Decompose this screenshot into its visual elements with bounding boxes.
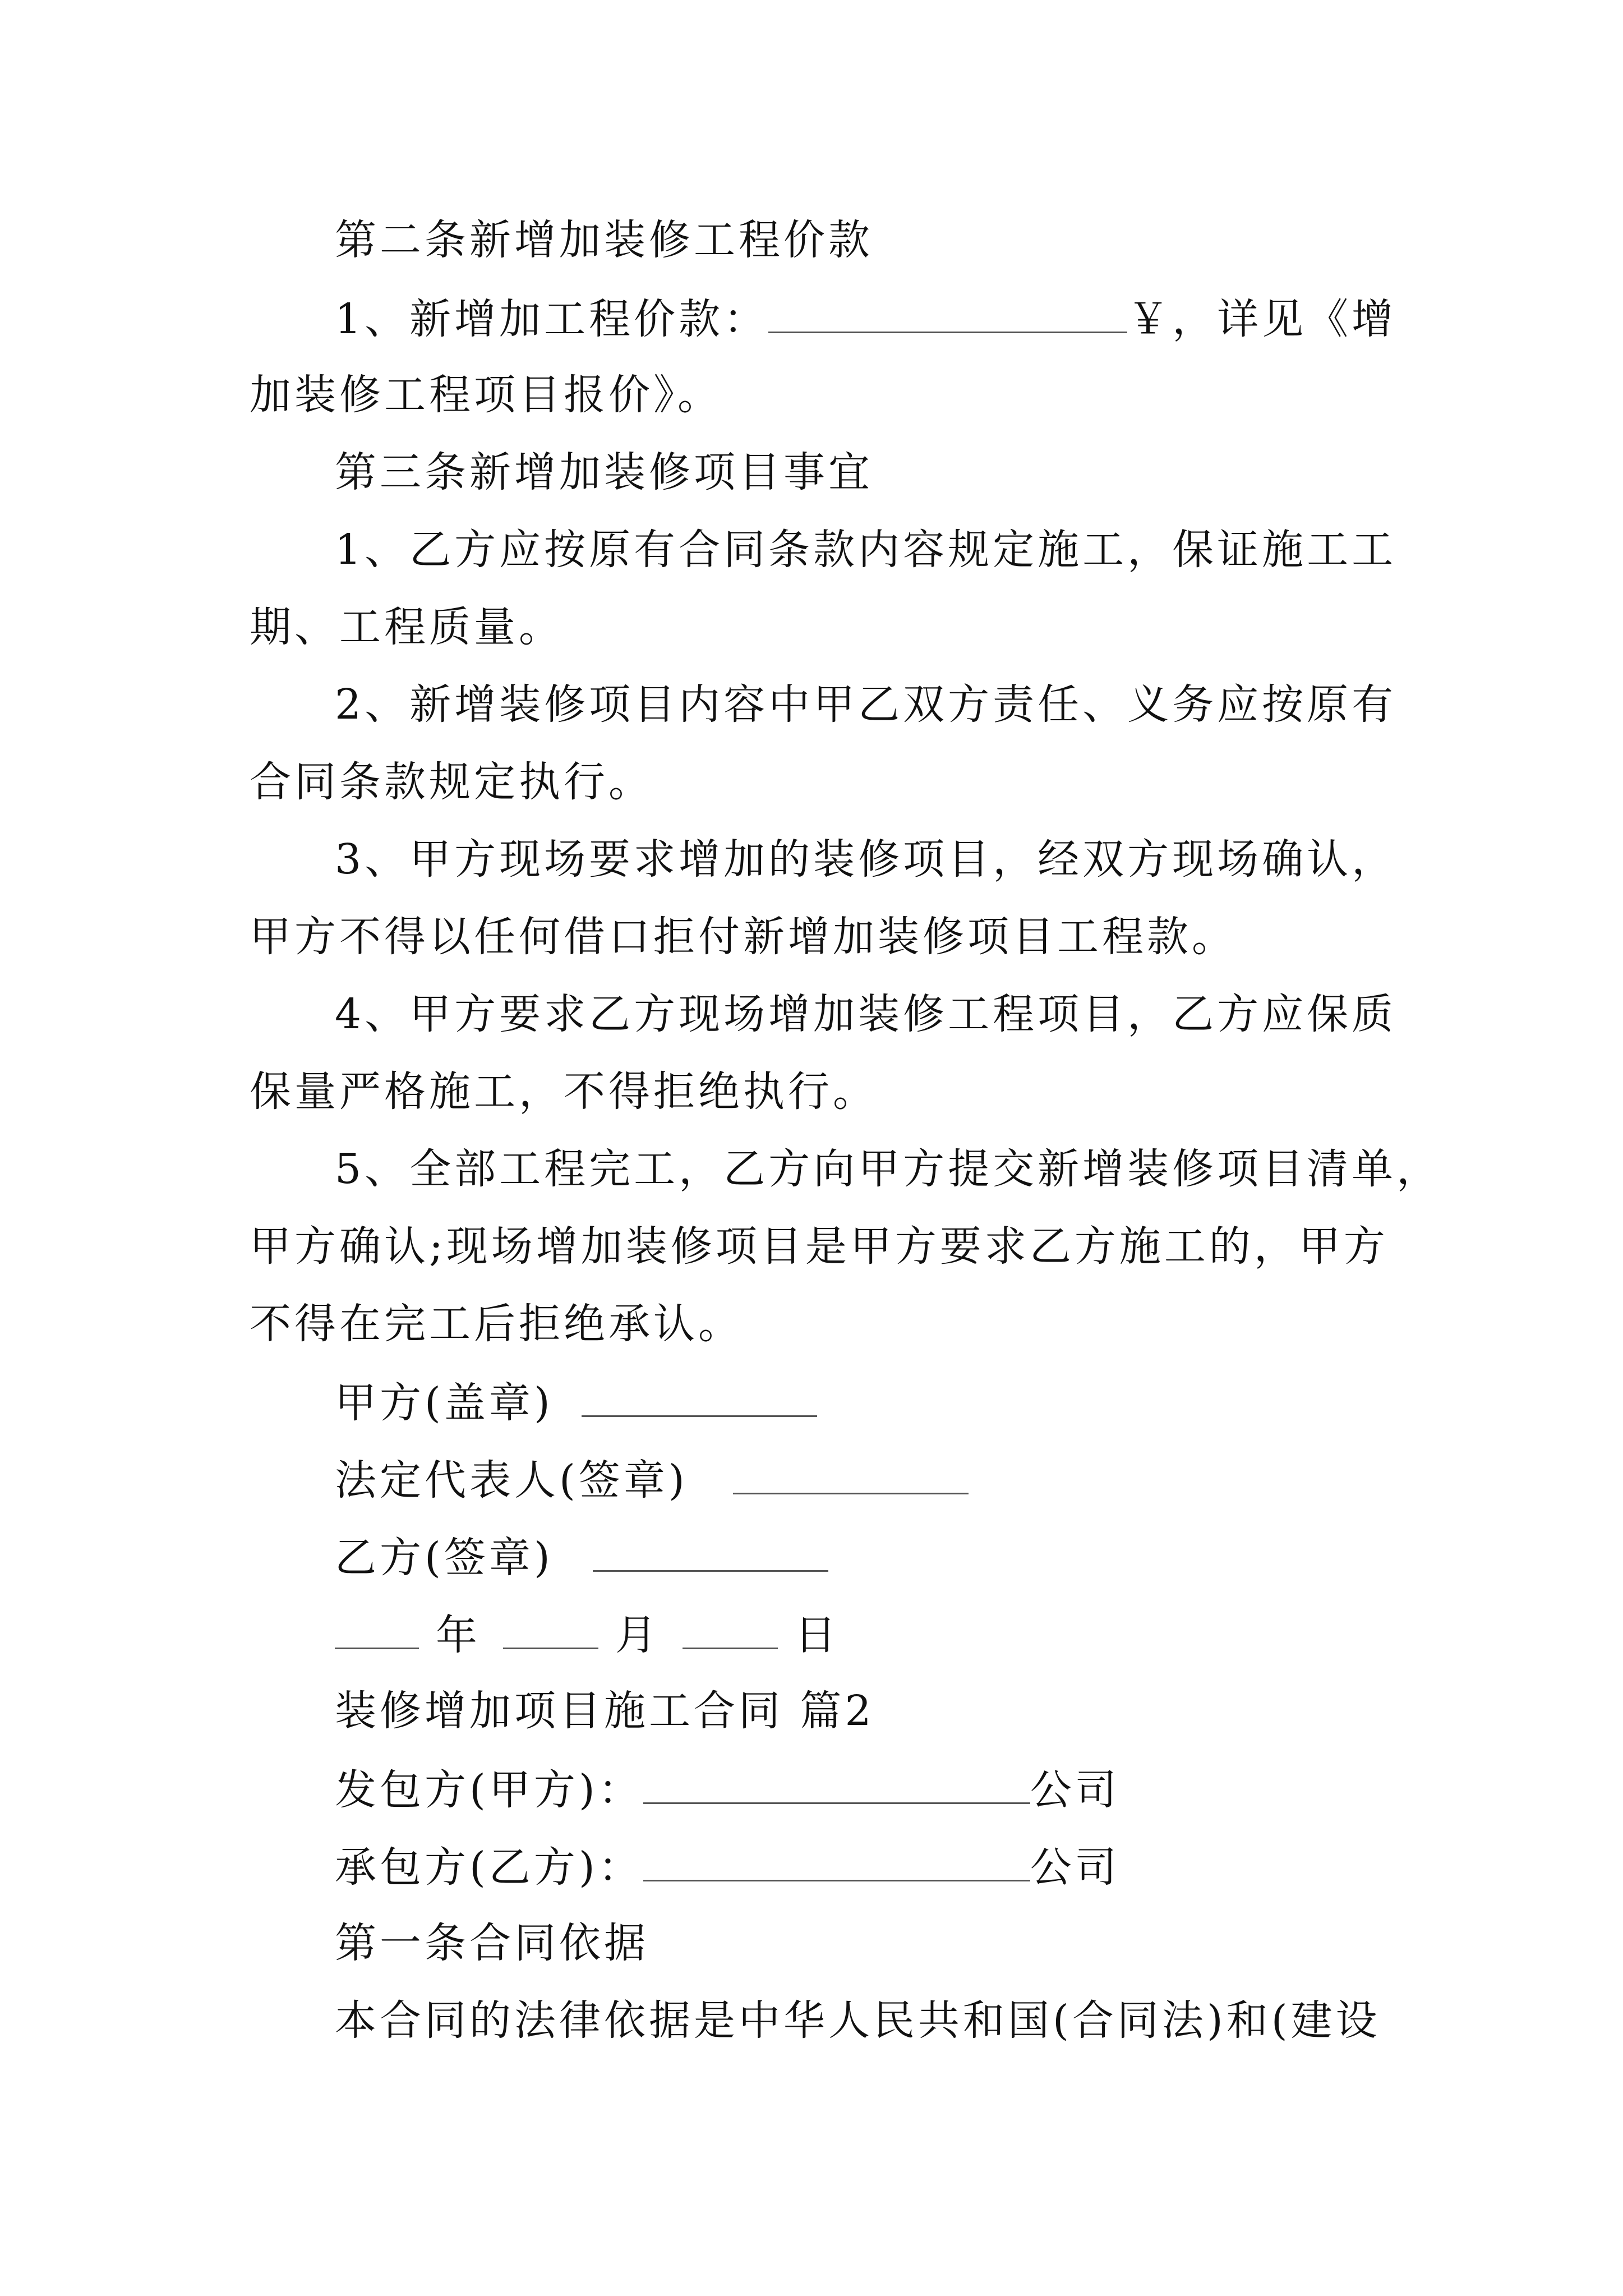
date-line <box>335 1608 840 1659</box>
text: 2、新增装修项目内容中甲乙双方责任、义务应按原有 <box>335 680 1397 729</box>
article-3-heading <box>335 447 873 498</box>
paragraph-line <box>335 1995 1381 2046</box>
employer-line <box>335 1763 1120 1814</box>
text: 甲方(盖章) <box>335 1379 554 1427</box>
text: 3、甲方现场要求增加的装修项目，经双方现场确认， <box>335 835 1397 884</box>
month-label: 月 <box>615 1611 660 1659</box>
party-b-signature-blank[interactable] <box>593 1531 828 1572</box>
text: ￥，详见《增 <box>1127 295 1397 343</box>
paragraph-line <box>250 602 564 652</box>
price-line <box>335 292 1396 343</box>
text: 不得在完工后拒绝承认。 <box>250 1300 743 1348</box>
text: 发包方(甲方)： <box>335 1766 643 1814</box>
contractor-name-blank[interactable] <box>643 1841 1030 1881</box>
contractor-line <box>335 1841 1120 1891</box>
text: 法定代表人(签章) <box>335 1456 688 1504</box>
text: 第三条新增加装修项目事宜 <box>335 448 873 496</box>
text: 承包方(乙方)： <box>335 1843 643 1892</box>
text: 加装修工程项目报价》。 <box>250 371 722 419</box>
text: 公司 <box>1030 1843 1120 1892</box>
paragraph-line <box>335 679 1396 730</box>
article-1-heading <box>335 1918 649 1968</box>
text: 1、新增加工程价款： <box>335 295 769 343</box>
paragraph-line <box>250 1221 1389 1272</box>
legal-rep-signature-blank[interactable] <box>733 1453 969 1494</box>
paragraph-line <box>335 524 1396 575</box>
text: 公司 <box>1030 1766 1120 1814</box>
legal-rep-signature-line <box>335 1453 969 1504</box>
day-label: 日 <box>795 1611 840 1659</box>
text: 甲方确认;现场增加装修项目是甲方要求乙方施工的，甲方 <box>250 1222 1389 1271</box>
paragraph-line <box>335 989 1396 1039</box>
text: 合同条款规定执行。 <box>250 758 653 806</box>
article-2-heading <box>335 215 873 265</box>
text: 乙方(签章) <box>335 1534 554 1582</box>
text: 装修增加项目施工合同 篇2 <box>335 1687 875 1735</box>
paragraph-line <box>335 1144 1441 1194</box>
year-blank[interactable] <box>335 1608 419 1649</box>
employer-name-blank[interactable] <box>643 1763 1030 1804</box>
paragraph-line <box>335 834 1396 885</box>
text: 1、乙方应按原有合同条款内容规定施工，保证施工工 <box>335 526 1397 574</box>
text: 4、甲方要求乙方现场增加装修工程项目，乙方应保质 <box>335 990 1397 1038</box>
text: 期、工程质量。 <box>250 603 564 651</box>
paragraph-line <box>250 370 722 420</box>
text: 第二条新增加装修工程价款 <box>335 216 873 264</box>
party-a-seal-line <box>335 1376 817 1427</box>
month-blank[interactable] <box>503 1608 598 1649</box>
text: 5、全部工程完工，乙方向甲方提交新增装修项目清单， <box>335 1145 1442 1193</box>
text: 甲方不得以任何借口拒付新增加装修项目工程款。 <box>250 913 1237 961</box>
paragraph-line <box>250 1299 743 1349</box>
party-b-signature-line <box>335 1531 828 1581</box>
paragraph-line <box>250 757 653 807</box>
contract-2-title <box>335 1686 875 1736</box>
paragraph-line <box>250 1066 878 1117</box>
price-blank[interactable] <box>768 292 1127 333</box>
text: 保量严格施工，不得拒绝执行。 <box>250 1068 878 1116</box>
text: 本合同的法律依据是中华人民共和国(合同法)和(建设 <box>335 1996 1381 2045</box>
day-blank[interactable] <box>683 1608 778 1649</box>
year-label: 年 <box>436 1611 481 1659</box>
paragraph-line <box>250 912 1237 962</box>
party-a-seal-blank[interactable] <box>582 1376 817 1417</box>
text: 第一条合同依据 <box>335 1919 649 1967</box>
